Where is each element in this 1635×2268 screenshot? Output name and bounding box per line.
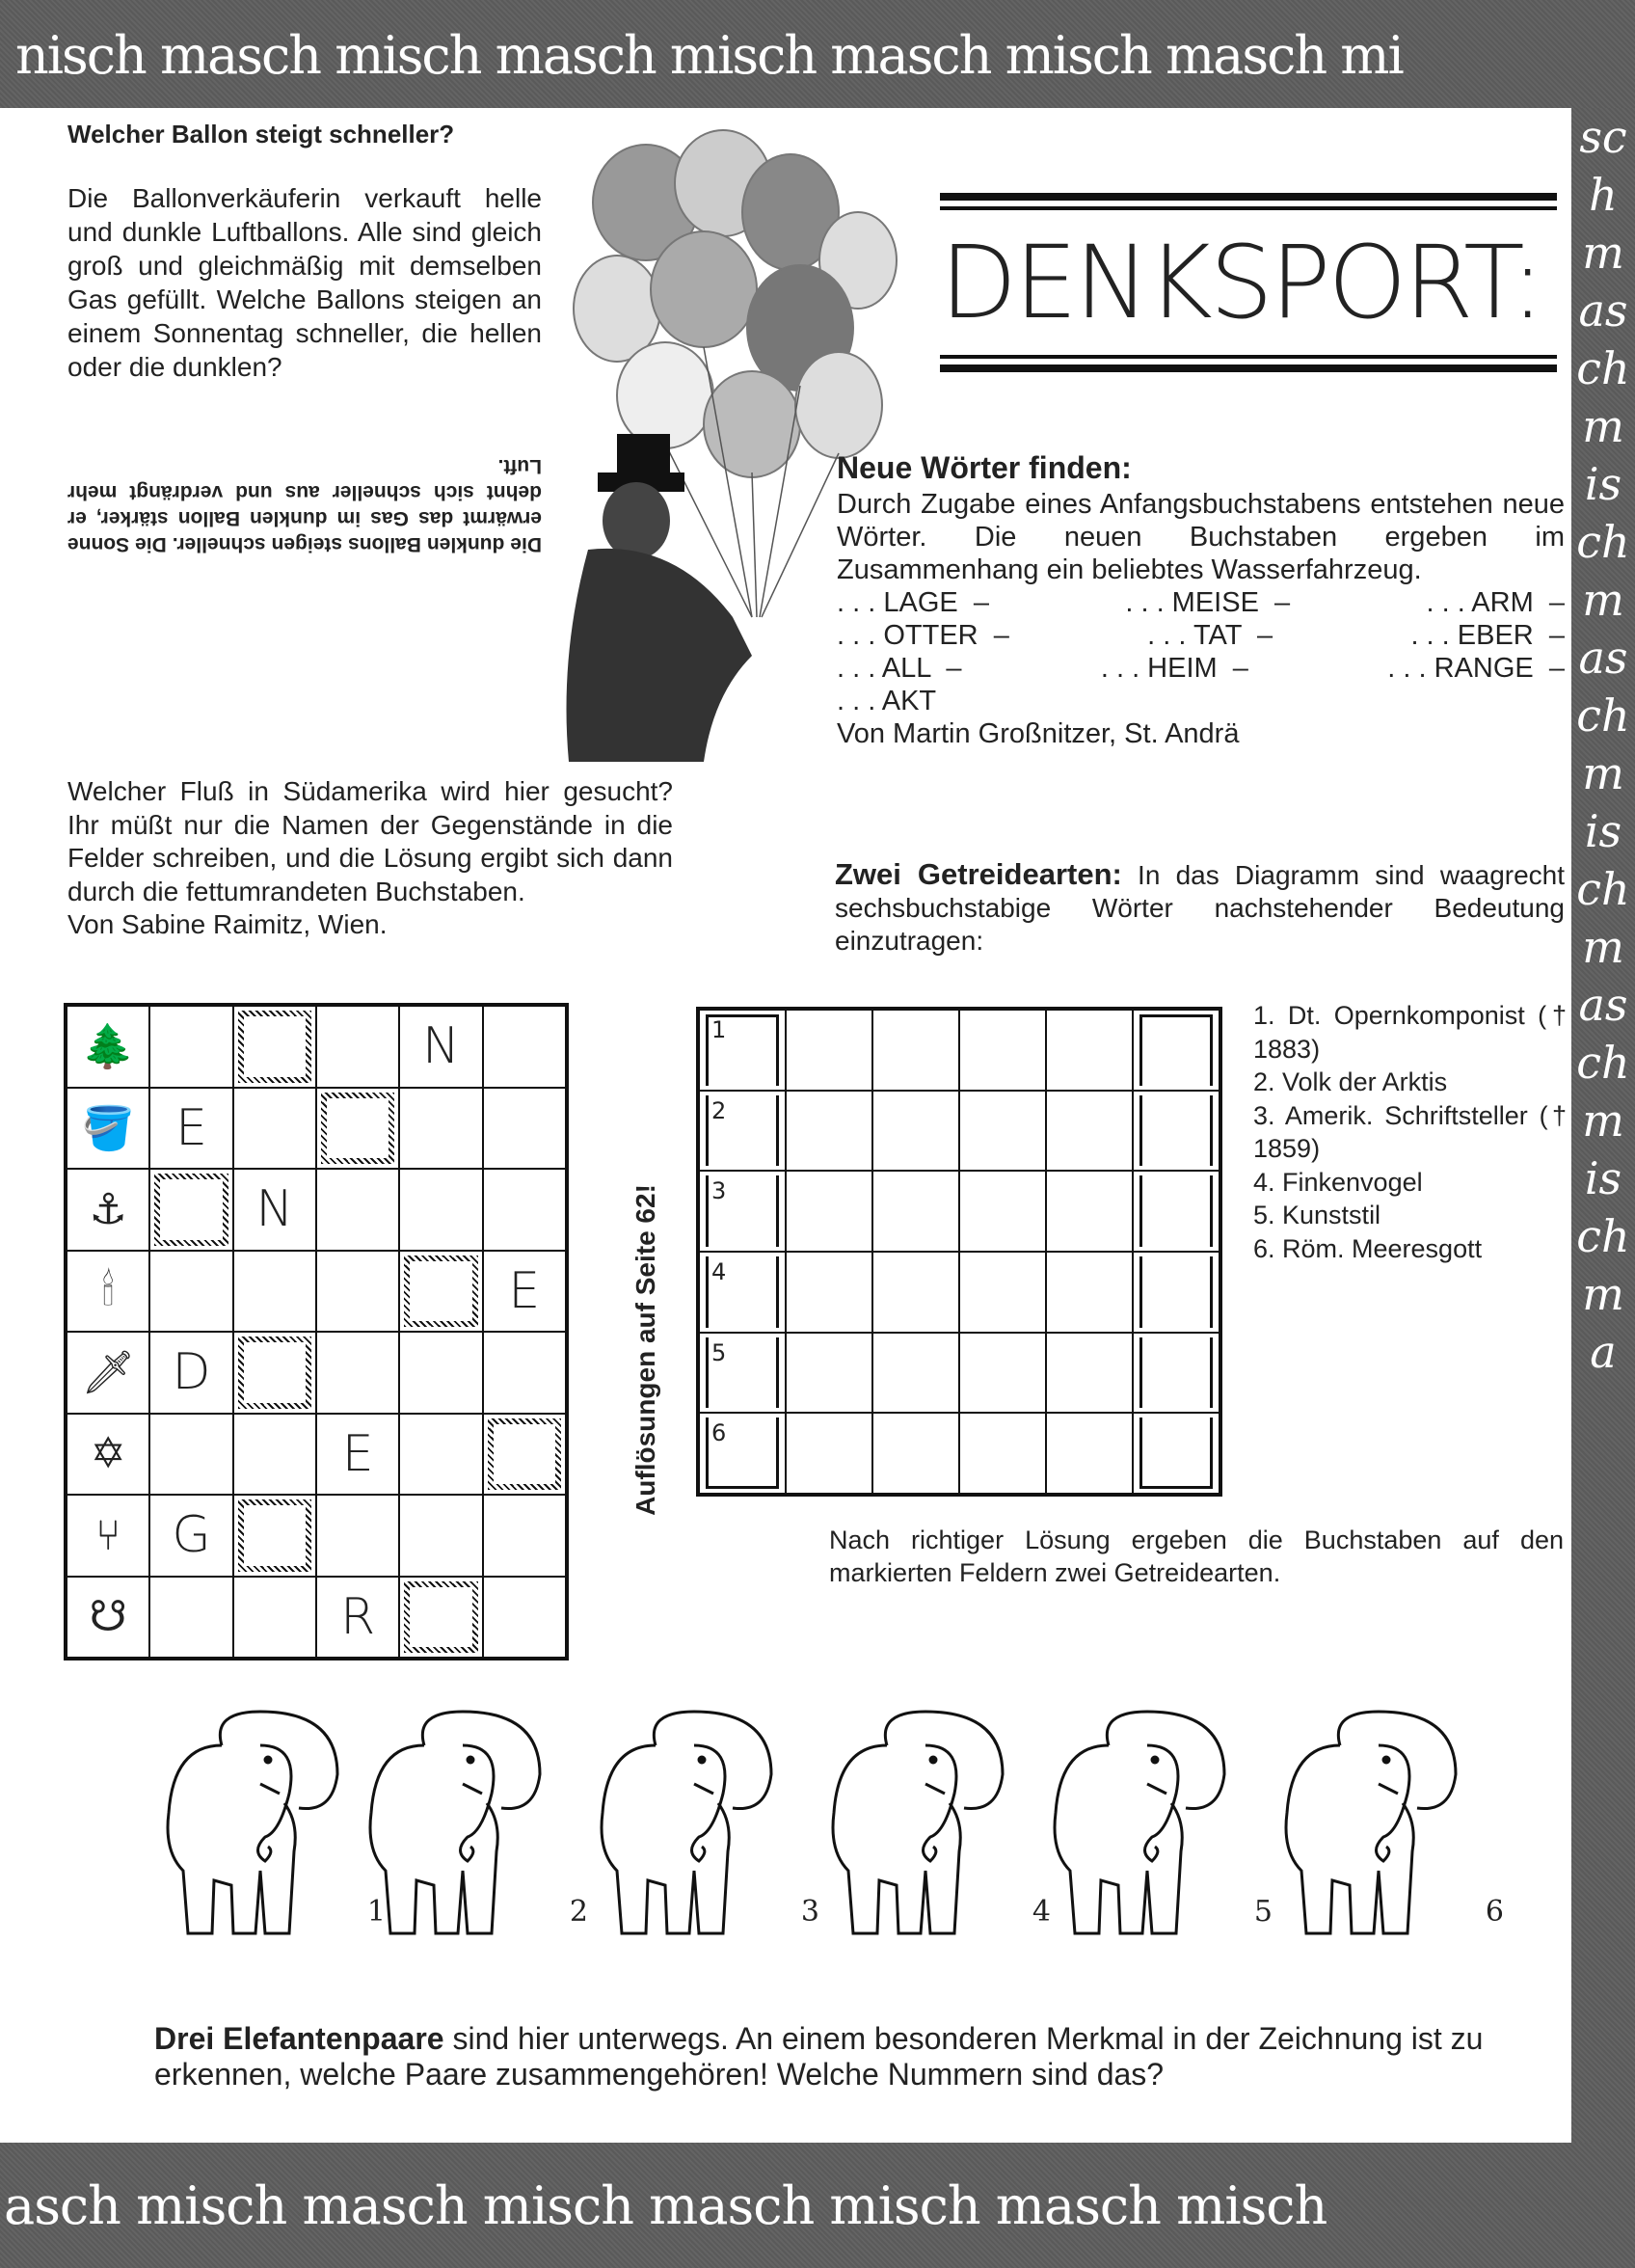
grid-cell[interactable] bbox=[786, 1010, 872, 1091]
solutions-note: Auflösungen auf Seite 62! bbox=[630, 1184, 660, 1516]
candle-icon: 🕯 bbox=[67, 1251, 149, 1333]
grid-cell[interactable]: G bbox=[149, 1495, 232, 1577]
word-puzzle-title: Neue Wörter finden: bbox=[837, 450, 1132, 485]
elephant-icon bbox=[1041, 1707, 1234, 1948]
grid-cell[interactable] bbox=[786, 1171, 872, 1252]
bottom-banner bbox=[0, 2143, 1635, 2268]
grid-cell[interactable]: R bbox=[316, 1577, 399, 1659]
marked-cell[interactable] bbox=[699, 1333, 786, 1414]
marked-cell[interactable] bbox=[399, 1251, 482, 1333]
grid-cell[interactable] bbox=[872, 1413, 959, 1494]
word-puzzle-author: Von Martin Großnitzer, St. Andrä bbox=[837, 718, 1240, 749]
elephant-number: 6 bbox=[1485, 1895, 1504, 1929]
clue-item: 5. Kunststil bbox=[1253, 1201, 1381, 1229]
word-item: . . . ARM – bbox=[1426, 587, 1565, 618]
grid-cell[interactable] bbox=[1046, 1171, 1133, 1252]
elephant-drawing bbox=[357, 1707, 588, 1948]
grain-puzzle-intro bbox=[835, 858, 1565, 958]
marked-cell[interactable] bbox=[699, 1091, 786, 1172]
elephant-drawing bbox=[1041, 1707, 1273, 1948]
grid-cell[interactable] bbox=[399, 1169, 482, 1251]
word-item: . . . MEISE – bbox=[1125, 587, 1291, 618]
grid-cell[interactable] bbox=[233, 1088, 316, 1170]
grid-cell[interactable] bbox=[233, 1577, 316, 1659]
row-number: 4 bbox=[711, 1257, 727, 1285]
grid-cell[interactable] bbox=[483, 1006, 566, 1088]
row-number: 3 bbox=[711, 1177, 727, 1205]
elephant-icon bbox=[819, 1707, 1012, 1948]
clue-item: 2. Volk der Arktis bbox=[1253, 1067, 1448, 1096]
grain-puzzle-text: In das Diagramm sind waagrecht sechsbuchstabige Wörter nachstehender Bedeutung einzutragen: bbox=[835, 860, 1566, 956]
elephant-number: 3 bbox=[800, 1895, 819, 1929]
clue-item: 3. Amerik. Schriftsteller († 1859) bbox=[1253, 1100, 1567, 1163]
grid-cell[interactable] bbox=[872, 1252, 959, 1333]
grain-puzzle-grid bbox=[696, 1007, 1222, 1497]
top-banner bbox=[0, 0, 1635, 108]
marked-cell[interactable] bbox=[1133, 1091, 1220, 1172]
grid-cell[interactable] bbox=[1046, 1010, 1133, 1091]
grid-cell[interactable] bbox=[233, 1414, 316, 1496]
elephant-number: 2 bbox=[569, 1895, 588, 1929]
elephant-number: 1 bbox=[366, 1895, 386, 1929]
grid-cell[interactable] bbox=[786, 1252, 872, 1333]
balloon-puzzle-title: Welcher Ballon steigt schneller? bbox=[67, 120, 455, 148]
right-banner bbox=[1571, 108, 1635, 2143]
grid-cell[interactable] bbox=[316, 1169, 399, 1251]
elephant-puzzle-title: Drei Elefantenpaare bbox=[154, 2021, 444, 2056]
logo-text: DENKSPORT: bbox=[940, 224, 1542, 341]
marked-cell[interactable] bbox=[699, 1171, 786, 1252]
elephant-number: 5 bbox=[1253, 1895, 1273, 1929]
word-row bbox=[837, 685, 1565, 717]
grid-cell[interactable] bbox=[872, 1171, 959, 1252]
grid-cell[interactable]: N bbox=[233, 1169, 316, 1251]
grid-cell[interactable] bbox=[959, 1333, 1046, 1414]
word-item: . . . RANGE – bbox=[1387, 653, 1565, 684]
grain-puzzle-title: Zwei Getreidearten: bbox=[835, 857, 1122, 891]
grid-cell[interactable] bbox=[872, 1091, 959, 1172]
elephant-puzzle-text bbox=[154, 2021, 1485, 2092]
row-number: 1 bbox=[711, 1016, 727, 1043]
star-icon: ✡ bbox=[67, 1414, 149, 1496]
word-row bbox=[837, 652, 1565, 685]
balloon-puzzle-answer: Die dunklen Ballons steigen schneller. Die Sonne erwärmt das Gas im dunklen Ballon stärker, er dehnt sich schneller aus und verdrängt mehr Luft. bbox=[67, 455, 542, 555]
river-puzzle-author: Von Sabine Raimitz, Wien. bbox=[67, 909, 388, 939]
grain-puzzle-footer: Nach richtiger Lösung ergeben die Buchstaben auf den markierten Feldern zwei Getreidearten. bbox=[829, 1526, 1564, 1587]
grid-cell[interactable] bbox=[1046, 1333, 1133, 1414]
elephant-drawing bbox=[588, 1707, 819, 1948]
grid-cell[interactable] bbox=[786, 1091, 872, 1172]
grid-cell[interactable] bbox=[233, 1251, 316, 1333]
elephant-number: 4 bbox=[1032, 1895, 1051, 1929]
elephant-puzzle-body: sind hier unterwegs. An einem besonderen Merkmal in der Zeichnung ist zu erkennen, welche Paare zusammengehören! Welche Nummern sind das? bbox=[154, 2021, 1484, 2092]
tree-icon: 🌲 bbox=[67, 1006, 149, 1088]
word-item: . . . AKT bbox=[837, 686, 937, 716]
grid-cell[interactable] bbox=[149, 1414, 232, 1496]
marked-cell[interactable] bbox=[699, 1010, 786, 1091]
grid-cell[interactable] bbox=[483, 1577, 566, 1659]
grid-cell[interactable] bbox=[483, 1088, 566, 1170]
clue-item: 6. Röm. Meeresgott bbox=[1253, 1233, 1483, 1263]
grid-cell[interactable] bbox=[399, 1414, 482, 1496]
elephant-icon bbox=[154, 1707, 347, 1948]
anchor-icon: ⚓ bbox=[67, 1169, 149, 1251]
dagger-icon: 🗡 bbox=[67, 1332, 149, 1414]
grid-cell[interactable]: D bbox=[149, 1332, 232, 1414]
word-item: . . . EBER – bbox=[1410, 620, 1565, 651]
word-item: . . . ALL – bbox=[837, 653, 962, 684]
elephant-icon bbox=[357, 1707, 549, 1948]
grid-cell[interactable] bbox=[1046, 1091, 1133, 1172]
elephant-drawing bbox=[154, 1707, 386, 1948]
grid-cell[interactable] bbox=[316, 1495, 399, 1577]
grid-cell[interactable] bbox=[1046, 1413, 1133, 1494]
grid-cell[interactable] bbox=[149, 1251, 232, 1333]
grid-cell[interactable] bbox=[1046, 1252, 1133, 1333]
grid-cell[interactable]: E bbox=[149, 1088, 232, 1170]
grid-cell[interactable] bbox=[316, 1251, 399, 1333]
bucket-icon: 🪣 bbox=[67, 1088, 149, 1170]
grid-cell[interactable] bbox=[316, 1332, 399, 1414]
banner-text: schmaschmischmaschmischmaschmischma bbox=[1576, 111, 1630, 1378]
grid-cell[interactable] bbox=[786, 1333, 872, 1414]
grid-cell[interactable] bbox=[149, 1006, 232, 1088]
word-item: . . . TAT – bbox=[1147, 620, 1273, 651]
clue-item: 4. Finkenvogel bbox=[1253, 1167, 1423, 1197]
grid-cell[interactable]: E bbox=[316, 1414, 399, 1496]
word-item: . . . LAGE – bbox=[837, 587, 989, 618]
river-puzzle-text bbox=[67, 775, 673, 942]
word-puzzle bbox=[837, 451, 1565, 750]
clue-item: 1. Dt. Opernkomponist († 1883) bbox=[1253, 1001, 1567, 1064]
word-item: . . . HEIM – bbox=[1100, 653, 1248, 684]
marked-cell[interactable] bbox=[1133, 1171, 1220, 1252]
banner-text: nisch masch misch masch misch masch misch masch mi bbox=[15, 25, 1403, 86]
marked-cell[interactable] bbox=[399, 1577, 482, 1659]
elephant-icon bbox=[588, 1707, 781, 1948]
grid-cell[interactable] bbox=[483, 1495, 566, 1577]
grid-cell[interactable] bbox=[399, 1495, 482, 1577]
marked-cell[interactable] bbox=[1133, 1252, 1220, 1333]
marked-cell[interactable] bbox=[699, 1252, 786, 1333]
river-puzzle-body: Welcher Fluß in Südamerika wird hier gesucht? Ihr müßt nur die Namen der Gegenstände in die Felder schreiben, und die Lösung ergibt sich dann durch die fettumrandeten Buchstaben. bbox=[67, 776, 673, 906]
grid-cell[interactable]: N bbox=[399, 1006, 482, 1088]
row-number: 5 bbox=[711, 1338, 727, 1366]
row-number: 2 bbox=[711, 1096, 727, 1124]
grid-cell[interactable] bbox=[872, 1333, 959, 1414]
grid-cell[interactable] bbox=[399, 1332, 482, 1414]
grid-cell[interactable] bbox=[959, 1252, 1046, 1333]
word-item: . . . OTTER – bbox=[837, 620, 1009, 651]
balloon-puzzle-body: Die Ballonverkäuferin verkauft helle und dunkle Luftballons. Alle sind gleich groß und gleichmäßig mit demselben Gas gefüllt. Welche Ballons steigen an einem Sonnentag schneller, die hellen oder die dunklen? bbox=[67, 183, 542, 382]
marked-cell[interactable] bbox=[149, 1169, 232, 1251]
marked-cell[interactable] bbox=[483, 1414, 566, 1496]
grid-cell[interactable] bbox=[483, 1169, 566, 1251]
word-puzzle-body: Durch Zugabe eines Anfangsbuchstabens entstehen neue Wörter. Die neuen Buchstaben ergeben im Zusammenhang ein beliebtes Wasserfahrzeug. bbox=[837, 489, 1565, 585]
grid-cell[interactable]: E bbox=[483, 1251, 566, 1333]
pretzel-icon: ☋ bbox=[67, 1577, 149, 1659]
grid-cell[interactable] bbox=[959, 1171, 1046, 1252]
grid-cell[interactable] bbox=[786, 1413, 872, 1494]
word-row bbox=[837, 619, 1565, 652]
marked-cell[interactable] bbox=[233, 1332, 316, 1414]
grid-cell[interactable] bbox=[959, 1091, 1046, 1172]
row-number: 6 bbox=[711, 1419, 727, 1447]
river-puzzle-grid bbox=[64, 1003, 569, 1660]
elephant-icon bbox=[1273, 1707, 1465, 1948]
marked-cell[interactable] bbox=[1133, 1333, 1220, 1414]
marked-cell[interactable] bbox=[316, 1088, 399, 1170]
elephant-drawing bbox=[1273, 1707, 1504, 1948]
marked-cell[interactable] bbox=[699, 1413, 786, 1494]
marked-cell[interactable] bbox=[1133, 1413, 1220, 1494]
grid-cell[interactable] bbox=[872, 1010, 959, 1091]
grid-cell[interactable] bbox=[399, 1088, 482, 1170]
grain-clues bbox=[1253, 999, 1567, 1265]
grid-cell[interactable] bbox=[483, 1332, 566, 1414]
grid-cell[interactable] bbox=[959, 1413, 1046, 1494]
word-row bbox=[837, 586, 1565, 619]
elephant-drawing bbox=[819, 1707, 1051, 1948]
grid-cell[interactable] bbox=[959, 1010, 1046, 1091]
marked-cell[interactable] bbox=[233, 1495, 316, 1577]
denksport-logo bbox=[940, 193, 1557, 386]
marked-cell[interactable] bbox=[1133, 1010, 1220, 1091]
marked-cell[interactable] bbox=[233, 1006, 316, 1088]
grid-cell[interactable] bbox=[149, 1577, 232, 1659]
grid-cell[interactable] bbox=[316, 1006, 399, 1088]
banner-text: asch misch masch misch masch misch masch misch bbox=[4, 2175, 1327, 2236]
pitchfork-icon: ⑂ bbox=[67, 1495, 149, 1577]
